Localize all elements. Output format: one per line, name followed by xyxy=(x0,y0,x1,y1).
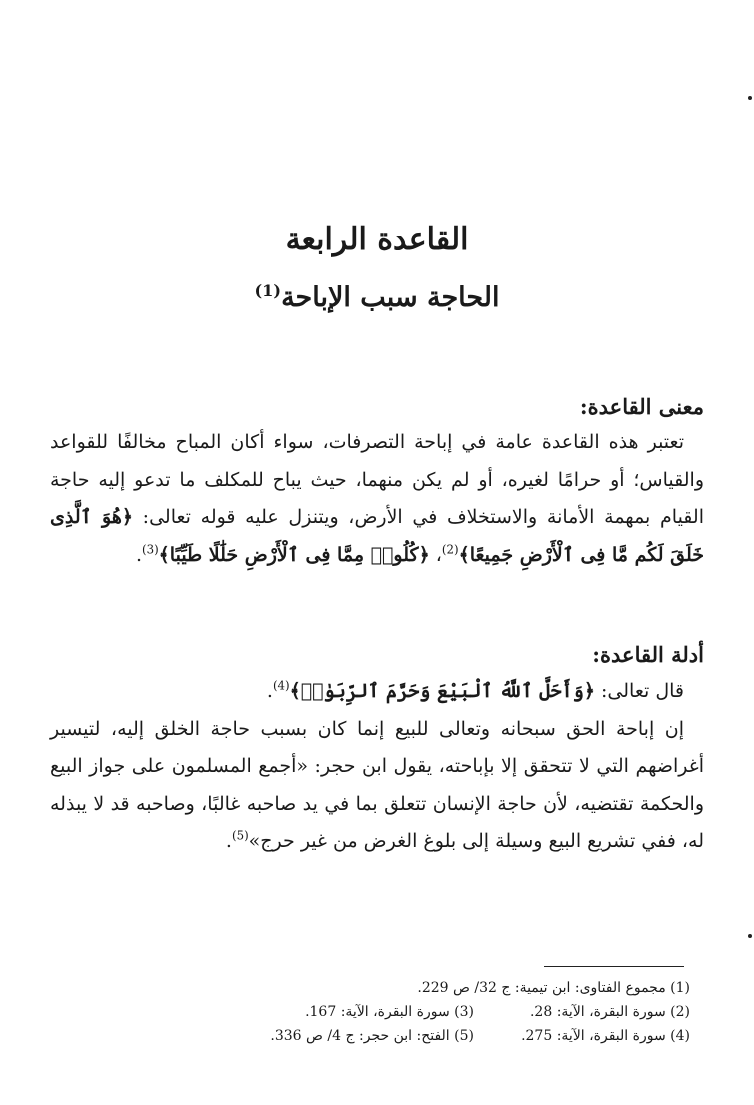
paragraph-text: قال تعالى: xyxy=(594,680,684,702)
quran-verse: ﴿هُوَ ٱلَّذِى خَلَقَ لَكُم مَّا فِى ٱلْأَرْضِ جَمِيعًا﴾ xyxy=(50,506,704,566)
footnote-row xyxy=(60,1024,690,1048)
quran-verse: ﴿وَأَحَلَّ ٱللَّهُ ٱلْبَيْعَ وَحَرَّمَ ٱلرِّبَوٰا۟﴾ xyxy=(289,680,595,702)
quran-verse: ﴿كُلُوا۟ مِمَّا فِى ٱلْأَرْضِ حَلَٰلًا طَيِّبًا﴾ xyxy=(158,543,430,566)
subtitle-text: الحاجة سبب الإباحة xyxy=(281,282,500,313)
footnote-2: (2) سورة البقرة، الآية: 28. xyxy=(529,1004,690,1020)
section-heading-meaning: معنى القاعدة: xyxy=(579,394,704,419)
footnote-divider xyxy=(544,966,684,967)
footnote-5: (5) الفتح: ابن حجر: ج 4/ ص 336. xyxy=(270,1028,474,1044)
footnote-1: (1) مجموع الفتاوى: ابن تيمية: ج 32/ ص 229. xyxy=(417,980,690,996)
separator: ، xyxy=(429,543,442,566)
footnote-3: (3) سورة البقرة، الآية: 167. xyxy=(305,1004,474,1020)
chapter-title: القاعدة الرابعة xyxy=(285,222,469,257)
footnote-ref[interactable]: (5) xyxy=(231,828,249,843)
footnote-ref[interactable]: (2) xyxy=(441,542,459,557)
paragraph xyxy=(50,424,704,574)
paragraph-text: إن إباحة الحق سبحانه وتعالى للبيع إنما كان بسبب حاجة الخلق إليه، لتيسير أغراضهم التي لا تتحقق إلا بإباحته، يقول ابن حجر: «أجمع المسلمون على جواز البيع والحكمة تقتضيه، لأن حاجة الإنسان تتعلق بما في يد صاحبه غالبًا، وصاحبه قد لا يبذله له، ففي تشريع البيع وسيلة إلى بلوغ الغرض من غير حرج» xyxy=(50,717,704,852)
sentence-end: . xyxy=(266,680,273,702)
section-meaning-body xyxy=(50,424,704,574)
paragraph-text: تعتبر هذه القاعدة عامة في إباحة التصرفات، سواء أكان المباح مخالفًا للقواعد والقياس؛ أو حرامًا لغيره، أو لم يكن منهما، حيث يباح للمكلف ما تدعو إليه حاجة القيام بمهمة الأمانة والاستخلاف في الأرض، ويتنزل عليه قوله تعالى: xyxy=(50,431,704,528)
footnote-ref[interactable]: (4) xyxy=(272,678,290,693)
footnote-ref[interactable]: (3) xyxy=(141,542,159,557)
paragraph xyxy=(50,711,704,861)
section-heading-evidence: أدلة القاعدة: xyxy=(592,642,704,667)
footnotes xyxy=(60,976,690,1048)
scan-edge-mark xyxy=(748,96,752,100)
footnote-4: (4) سورة البقرة، الآية: 275. xyxy=(521,1028,690,1044)
footnote-ref[interactable]: (1) xyxy=(254,281,282,300)
section-evidence-body xyxy=(50,673,704,861)
sentence-end: . xyxy=(135,543,142,566)
footnote-row xyxy=(60,1000,690,1024)
chapter-subtitle xyxy=(0,278,754,318)
footnote-row xyxy=(60,976,690,1000)
paragraph xyxy=(50,673,704,711)
sentence-end: . xyxy=(225,830,232,852)
scan-edge-mark xyxy=(748,934,752,938)
